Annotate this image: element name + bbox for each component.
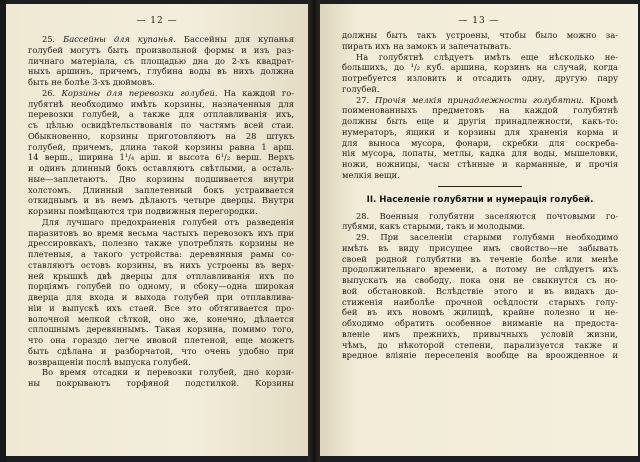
text-line: нія мусора, лопаты, метлы, кадка для воды, мышеловки, [342, 148, 618, 159]
text-line: голубей. [342, 83, 380, 94]
text-line: обходимо обратить особенное вниманіе на предоста- [342, 318, 618, 328]
text-line: холстомъ. Длинный заплетенный бокъ устраивается [28, 184, 294, 195]
text-line: 25. Бассейны для купанья. Бассейны для купанья [42, 34, 294, 44]
text-line: вредное вліяніе переселенія вообще на вроожденное и [342, 350, 618, 361]
text-line: должны быть еще и другія принадлежности, какъ-то: [342, 116, 618, 126]
text-line: голубей могутъ быть произвольной формы и изъ раз- [28, 44, 294, 55]
text-line: ныхъ аршинъ, причемъ, глубина воды въ нихъ должна [28, 66, 294, 77]
section-heading: II. Населеніе голубятни и нумерація голубей. [366, 194, 594, 205]
text-line: возвращеніи послѣ выпуска голубей. [28, 356, 191, 367]
page-text [28, 34, 294, 389]
text-line: 27. Прочія мелкія принадлежности голубятни. Кромѣ [356, 94, 618, 105]
text-line: ны покрываютъ торфяной подстилкой. Корзины [28, 378, 294, 388]
text-line: стиженія наиболѣе прочной осѣдлости старыхъ голу- [342, 296, 618, 307]
text-line: Во время отсадки и перевозки голубей, дно корзи- [42, 367, 294, 378]
text-line: вой обстановкой. Вслѣдствіе этого и въ видахъ до- [342, 285, 618, 296]
text-line: продолжительнаго времени, а потому не слѣдуетъ ихъ [342, 264, 618, 275]
text-line: что она гораздо легче ивовой плетеной, еще можетъ [28, 335, 294, 345]
text-line: имѣть въ виду присущее имъ свойство—не забывать [342, 242, 618, 253]
text-line: ставляютъ остовъ корзины, въ нихъ устроены въ верх- [28, 259, 294, 270]
text-line: быть сдѣлана и разборчатой, что очень удобно при [28, 345, 294, 356]
text-block [342, 30, 618, 181]
text-line: лубями, какъ старыми, такъ и молодыми. [342, 221, 526, 232]
text-line: должны быть такъ устроены, чтобы было можно за- [342, 30, 618, 40]
text-line: ножи, ножницы, часы стѣнные и карманные, и прочія [342, 159, 618, 169]
text-line: ніи и выпускѣ ихъ стаей. Все это обтягивается про- [28, 302, 294, 313]
paragraph-title: Прочія мелкія принадлежности голубятни. [374, 94, 585, 105]
text-line: своей родной голубятни въ теченіе болѣе или менѣе [342, 253, 618, 264]
text-line: съ цѣлью освидѣтельствованія по частямъ всей стаи. [28, 120, 294, 130]
page-text [342, 30, 618, 361]
text-line: бей въ ихъ новомъ жилищѣ, крайне полезно и не- [342, 307, 618, 318]
text-line: вленіе имъ прежнихъ, привычныхъ условій жизни, [342, 328, 618, 339]
text-line: лубятнѣ необходимо имѣть корзины, назначенныя для [28, 98, 294, 109]
text-line: 26. Корзины для перевозки голубей. На каждой го- [42, 87, 294, 98]
text-line: Для лучшаго предохраненія голубей отъ разведенія [42, 216, 294, 227]
text-line: паразитовъ во время весьма частыхъ перевозокъ ихъ при [28, 227, 294, 238]
text-line: 14 верш., ширина 1¹/₄ арш. и высота 6¹/₂ верш. Верхъ [28, 152, 294, 163]
text-line: нумераторъ, ящики и корзины для храненія корма и [342, 126, 618, 137]
text-line: Обыкновенно, корзины приготовляютъ на 28 штукъ [28, 130, 294, 141]
text-line: и одинъ длинный бокъ оставляютъ свѣтлыми, а осталь- [28, 163, 294, 173]
text-line: пирать ихъ на замокъ и запечатывать. [342, 40, 512, 51]
text-line: ней крышкѣ двѣ дверцы для отплавливанія ихъ по [28, 270, 294, 281]
section-divider [438, 186, 522, 187]
text-line: мелкія вещи. [342, 169, 400, 180]
page-number: — 13 — [458, 16, 500, 26]
text-line: дверца для входа и выхода голубей при отплавлива- [28, 292, 294, 302]
text-line: дрессировкахъ, полезно также употреблять корзины не [28, 238, 294, 249]
text-line: потребуется изловить и отсадить одну, другую пару [342, 73, 618, 83]
text-line: большихъ, до ¹/₂ куб. аршина, корзинъ на случай, когда [342, 62, 618, 73]
text-line: 28. Военныя голубятни заселяются почтовыми го- [356, 210, 618, 221]
text-line: порціямъ голубей по одному, и сбоку—одна широкая [28, 281, 294, 292]
page-number: — 12 — [136, 16, 178, 26]
text-line: волочной мелкой сѣткой, оно же, конечно, дѣлается [28, 313, 294, 324]
text-line: откиднымъ и въ немъ дѣлаютъ четыре дверцы. Внутри [28, 195, 294, 206]
text-line: быть не болѣе 3-хъ дюймовъ. [28, 77, 155, 87]
text-line: личнаго матеріала, съ площадью дна до 2-хъ квадрат- [28, 55, 294, 66]
text-line: чѣмъ, до нѣкоторой степени, парализуется также и [342, 339, 618, 350]
text-line: поименованныхъ предметовъ на каждой голубятнѣ [342, 105, 618, 116]
text-line: сплошнымъ деревяннымъ. Такая корзина, помимо того, [28, 324, 294, 335]
left-page [6, 4, 308, 456]
paragraph-title: Бассейны для купанья. [63, 34, 176, 44]
text-line: корзины помѣщаются три подвижныя перегородки. [28, 206, 258, 216]
book-gutter [308, 0, 320, 462]
text-line: для выноса мусора, фонари, скребки для соскреба- [342, 137, 618, 148]
text-line: выпускать на свободу, пока они не свыкнутся съ но- [342, 275, 618, 285]
right-page [320, 4, 638, 456]
text-line: голубей, причемъ, длина такой корзины равна 1 арш. [28, 141, 294, 152]
text-block [342, 211, 618, 362]
text-line: плетеныя, а такого устройства: деревянныя рамы со- [28, 249, 294, 259]
text-line: На голубятнѣ слѣдуетъ имѣть еще нѣсколько не- [356, 51, 618, 62]
paragraph-title: Корзины для перевозки голубей. [61, 87, 218, 98]
text-line: 29. При заселеніи старыми голубями необходимо [356, 232, 618, 242]
text-line: ные—заплетаютъ. Дно корзины подшивается внутри [28, 173, 294, 184]
text-line: перевозки голубей, а также для отплавливанія ихъ, [28, 109, 294, 120]
